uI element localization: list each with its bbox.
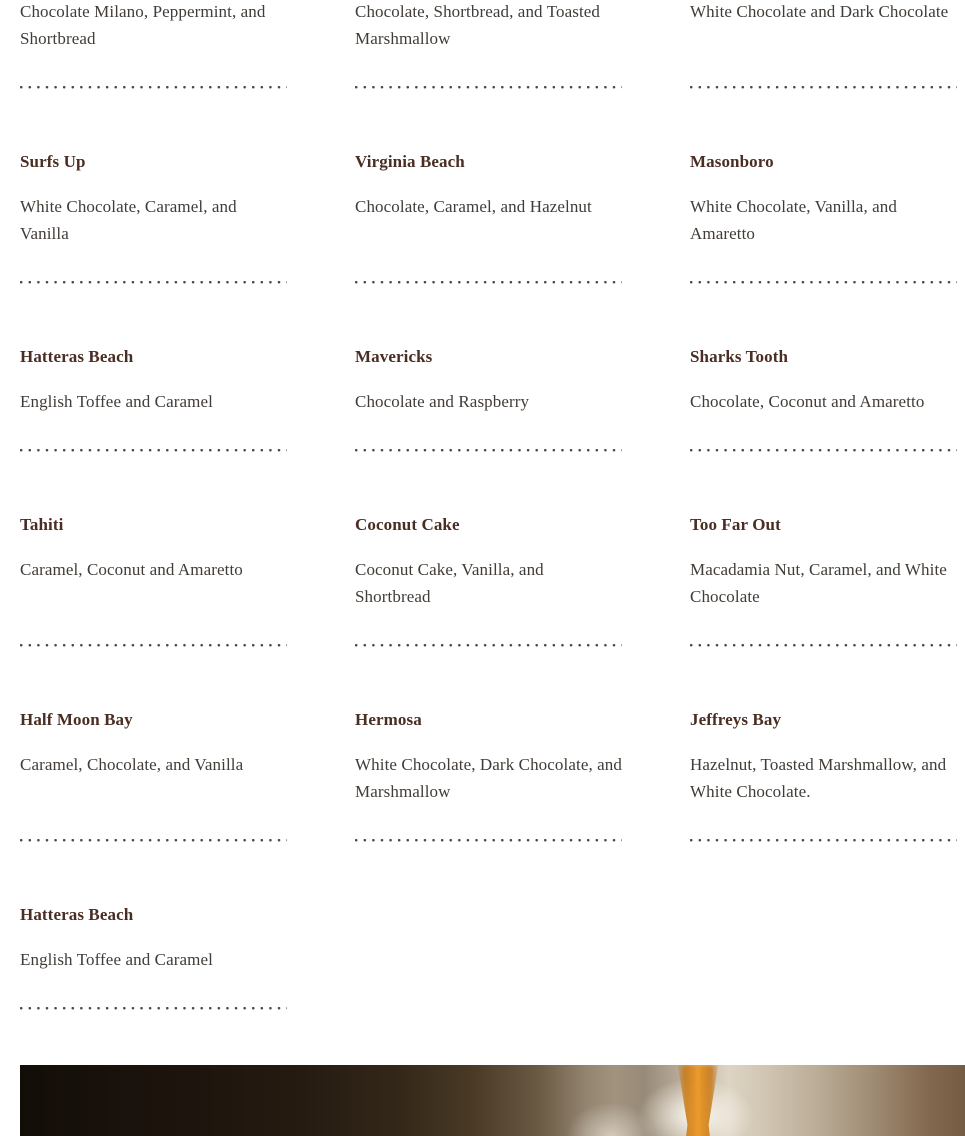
menu-grid — [20, 0, 957, 1010]
menu-item-description: English Toffee and Caramel — [20, 950, 213, 969]
dotted-separator — [355, 644, 622, 647]
dotted-separator — [20, 1007, 287, 1010]
dotted-separator — [20, 839, 287, 842]
dotted-separator — [690, 644, 957, 647]
menu-item — [690, 152, 957, 284]
dotted-separator — [355, 86, 622, 89]
menu-item-description: English Toffee and Caramel — [20, 392, 213, 411]
menu-item-name: Masonboro — [690, 152, 774, 171]
menu-item-name: Coconut Cake — [355, 515, 460, 534]
menu-item-description: Chocolate Milano, Peppermint, and Shortbread — [20, 2, 266, 48]
menu-item-name: Surfs Up — [20, 152, 86, 171]
dotted-separator — [690, 839, 957, 842]
dotted-separator — [20, 86, 287, 89]
menu-item-description: Macadamia Nut, Caramel, and White Chocolate — [690, 560, 947, 606]
menu-item — [20, 710, 287, 842]
menu-item-name: Tahiti — [20, 515, 64, 534]
menu-item-description: Chocolate, Coconut and Amaretto — [690, 392, 925, 411]
menu-item-description: Chocolate and Raspberry — [355, 392, 530, 411]
menu-item-name: Virginia Beach — [355, 152, 465, 171]
menu-item-name: Hermosa — [355, 710, 422, 729]
dotted-separator — [690, 86, 957, 89]
dotted-separator — [20, 449, 287, 452]
menu-item — [355, 0, 622, 89]
menu-item — [690, 515, 957, 647]
menu-item-name: Sharks Tooth — [690, 347, 789, 366]
menu-item — [355, 347, 622, 452]
dotted-separator — [690, 449, 957, 452]
dotted-separator — [355, 839, 622, 842]
menu-item — [355, 710, 622, 842]
menu-item — [20, 515, 287, 647]
menu-item-description: White Chocolate, Vanilla, and Amaretto — [690, 197, 897, 243]
menu-item-name: Mavericks — [355, 347, 433, 366]
menu-item — [20, 0, 287, 89]
menu-item-description: White Chocolate, Caramel, and Vanilla — [20, 197, 237, 243]
menu-item-description: Caramel, Coconut and Amaretto — [20, 560, 243, 579]
menu-item-name: Hatteras Beach — [20, 905, 134, 924]
menu-item-name: Jeffreys Bay — [690, 710, 782, 729]
dotted-separator — [690, 281, 957, 284]
menu-item-description: Coconut Cake, Vanilla, and Shortbread — [355, 560, 544, 606]
menu-item-description: White Chocolate and Dark Chocolate — [690, 2, 949, 21]
menu-item — [355, 152, 622, 284]
menu-item-description: Chocolate, Caramel, and Hazelnut — [355, 197, 592, 216]
menu-item — [690, 0, 957, 89]
menu-item-description: Chocolate, Shortbread, and Toasted Marshmallow — [355, 2, 601, 48]
dotted-separator — [355, 281, 622, 284]
menu-item-name: Hatteras Beach — [20, 347, 134, 366]
dotted-separator — [355, 449, 622, 452]
menu-item — [690, 347, 957, 452]
menu-item — [20, 152, 287, 284]
menu-item — [20, 905, 287, 1010]
menu-item-name: Too Far Out — [690, 515, 781, 534]
menu-item — [20, 347, 287, 452]
espresso-pour-photo — [20, 1065, 965, 1136]
espresso-stream — [676, 1065, 720, 1136]
menu-item — [690, 710, 957, 842]
menu-item-description: Caramel, Chocolate, and Vanilla — [20, 755, 244, 774]
menu-item — [355, 515, 622, 647]
menu-item-description: White Chocolate, Dark Chocolate, and Marshmallow — [355, 755, 623, 801]
menu-item-description: Hazelnut, Toasted Marshmallow, and White Chocolate. — [690, 755, 947, 801]
menu-item-name: Half Moon Bay — [20, 710, 133, 729]
dotted-separator — [20, 644, 287, 647]
dotted-separator — [20, 281, 287, 284]
